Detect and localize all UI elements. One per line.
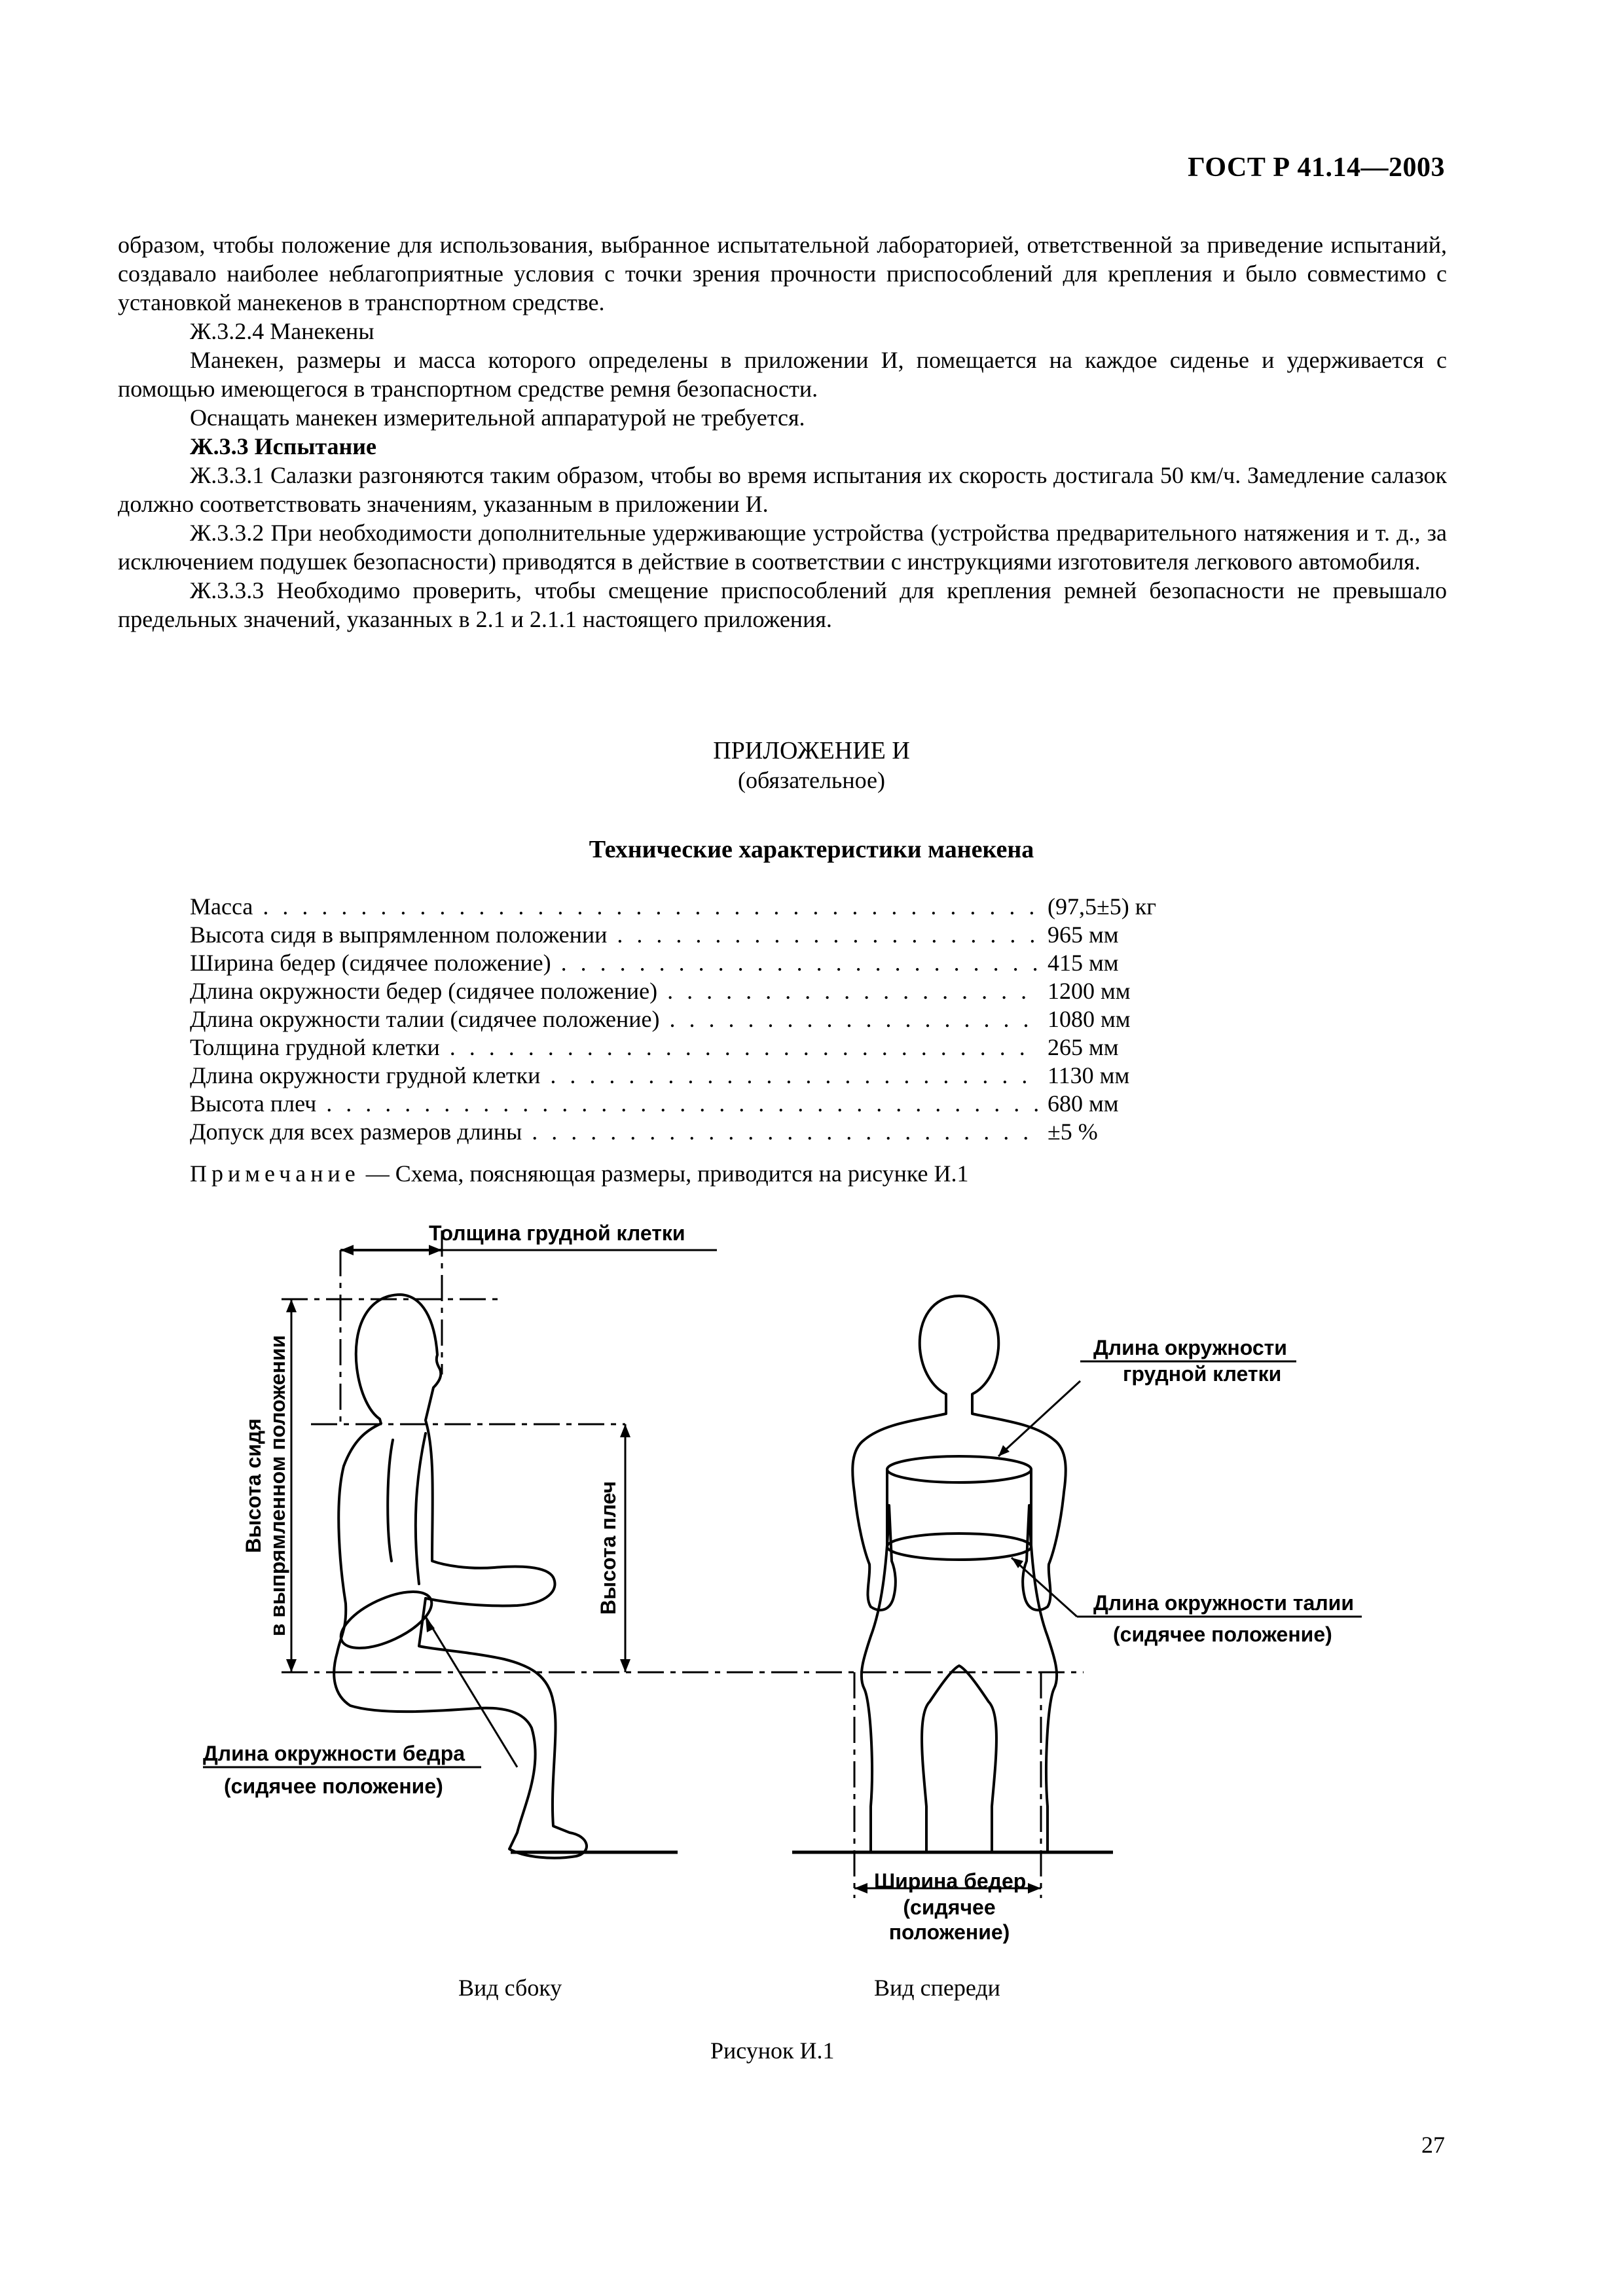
label-chest-circ-1: Длина окружности	[1093, 1336, 1287, 1359]
spec-value: ±5 %	[1048, 1119, 1098, 1145]
spec-label: Длина окружности грудной клетки . . .	[190, 1062, 1040, 1090]
spec-value: 415 мм	[1048, 950, 1119, 976]
document-header: ГОСТ Р 41.14—2003	[1188, 152, 1445, 183]
spec-value: (97,5±5) кг	[1048, 893, 1156, 920]
label-chest-circ-2: грудной клетки	[1123, 1362, 1282, 1386]
spec-label: Масса . . .	[190, 893, 1040, 921]
paragraph: Ж.3.3.3 Необходимо проверить, чтобы смещение приспособлений для крепления ремней безопасности не превышало предельных значений, указанных в 2.1 и 2.1.1 настоящего приложения.	[118, 577, 1447, 632]
figure-caption: Рисунок И.1	[710, 2037, 835, 2064]
spec-label: Высота плеч . . .	[190, 1090, 1040, 1118]
spec-value: 1200 мм	[1048, 978, 1131, 1004]
note-text: — Схема, поясняющая размеры, приводится на рисунке И.1	[359, 1160, 969, 1187]
side-view-arm	[388, 1440, 393, 1561]
appendix-title: ПРИЛОЖЕНИЕ И	[713, 737, 910, 764]
page-number: 27	[1421, 2132, 1445, 2158]
label-waist-circ-2: (сидячее положение)	[1113, 1623, 1332, 1646]
paragraph: Ж.3.3.2 При необходимости дополнительные удерживающие устройства (устройства предварительного натяжения и т. д., за исключением подушек безопасности) приводятся в действие в соответствии с инструкциями изготовителя легкового автомобиля.	[118, 520, 1447, 575]
front-view-dummy-outline	[852, 1296, 1066, 1852]
spec-label: Длина окружности бедер (сидячее положение) . . .	[190, 977, 1040, 1005]
label-waist-circ-1: Длина окружности талии	[1093, 1591, 1354, 1615]
label-shoulder-height: Высота плеч	[596, 1480, 620, 1615]
appendix-subtitle: (обязательное)	[738, 767, 885, 793]
label-sitting-height-2: в выпрямленном положении	[266, 1335, 289, 1637]
spec-label: Длина окружности талии (сидячее положение) . . .	[190, 1005, 1040, 1033]
label-chest-thickness: Толщина грудной клетки	[429, 1221, 685, 1245]
spec-value: 1130 мм	[1048, 1062, 1130, 1088]
side-view-torso-line	[416, 1433, 426, 1584]
label-thigh-circ-1: Длина окружности бедра	[203, 1742, 465, 1765]
paragraph: Манекен, размеры и масса которого определены в приложении И, помещается на каждое сиденье и удерживается с помощью имеющегося в транспортном средстве ремня безопасности.	[118, 347, 1447, 402]
label-thigh-circ-2: (сидячее положение)	[224, 1774, 443, 1798]
label-sitting-height-1: Высота сидя	[242, 1418, 265, 1553]
spec-label: Высота сидя в выпрямленном положении . . .	[190, 921, 1040, 949]
spec-value: 1080 мм	[1048, 1006, 1131, 1032]
note-prefix: Примечание	[190, 1160, 360, 1187]
front-view-chest-ellipse	[887, 1456, 1031, 1482]
spec-label: Толщина грудной клетки . . .	[190, 1033, 1040, 1062]
section-heading: Ж.3.2.4 Манекены	[190, 318, 374, 344]
spec-table-title: Технические характеристики манекена	[589, 836, 1034, 863]
label-hip-width-1: Ширина бедер	[874, 1869, 1027, 1893]
spec-value: 680 мм	[1048, 1090, 1119, 1117]
label-hip-width-3: положение)	[888, 1920, 1010, 1944]
paragraph: Оснащать манекен измерительной аппаратурой не требуется.	[190, 404, 805, 431]
label-hip-width-2: (сидячее	[903, 1895, 996, 1919]
front-view-caption: Вид спереди	[874, 1975, 1000, 2001]
spec-value: 965 мм	[1048, 922, 1119, 948]
side-view-caption: Вид сбоку	[458, 1975, 562, 2001]
spec-label: Допуск для всех размеров длины . . .	[190, 1118, 1040, 1146]
spec-value: 265 мм	[1048, 1034, 1119, 1060]
section-heading: Ж.3.3 Испытание	[190, 433, 377, 459]
spec-label: Ширина бедер (сидячее положение) . . .	[190, 949, 1040, 977]
paragraph: Ж.3.3.1 Салазки разгоняются таким образом, чтобы во время испытания их скорость достигала 50 км/ч. Замедление салазок должно соответствовать значениям, указанным в приложении И.	[118, 462, 1447, 517]
side-view-dummy-outline	[334, 1295, 587, 1858]
front-view-waist-ellipse	[887, 1534, 1031, 1560]
paragraph: образом, чтобы положение для использования, выбранное испытательной лабораторией, ответственной за приведение испытаний, создавало наиболее неблагоприятные условия с точки зрения прочности приспособлений для крепления и было совместимо с установкой манекенов в транспортном средстве.	[118, 232, 1447, 315]
